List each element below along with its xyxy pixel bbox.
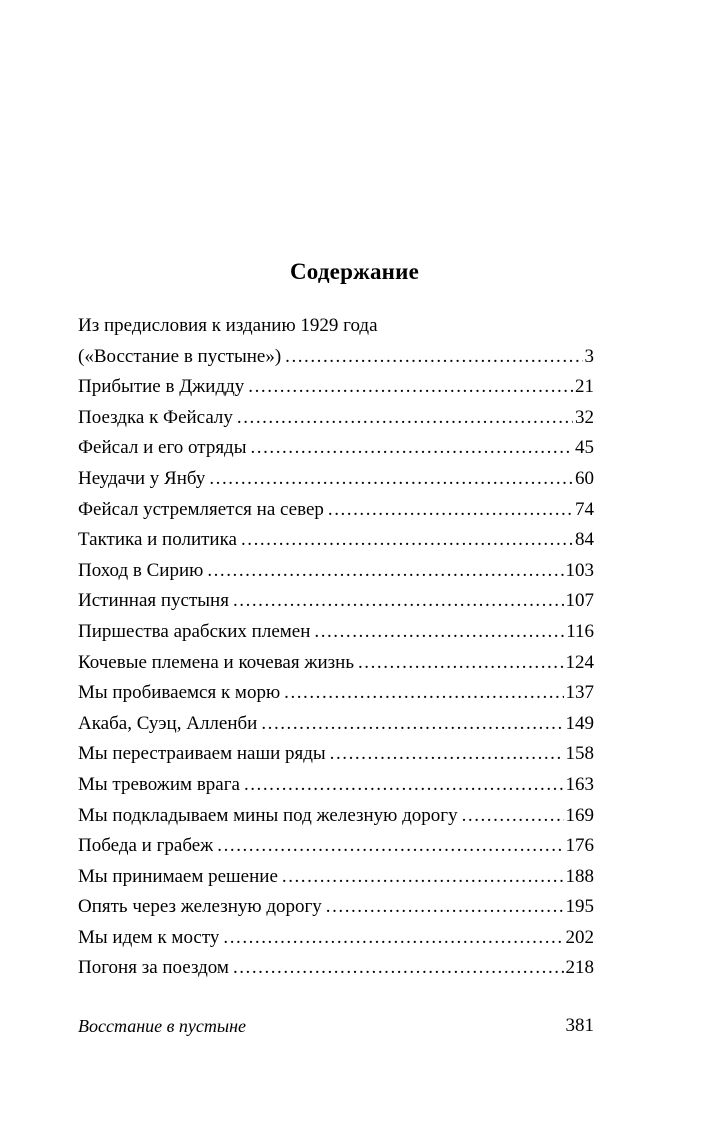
page-title: Содержание bbox=[290, 259, 419, 284]
dot-leader bbox=[326, 892, 564, 923]
toc-entry bbox=[78, 617, 594, 648]
toc-entry bbox=[78, 648, 594, 679]
dot-leader bbox=[462, 801, 564, 832]
toc-entry bbox=[78, 953, 594, 984]
toc-entry bbox=[78, 739, 594, 770]
toc-entry-title: Мы принимаем решение bbox=[78, 865, 278, 887]
toc-entry-title: Победа и грабеж bbox=[78, 835, 214, 857]
dot-leader bbox=[328, 495, 573, 526]
page-number: 381 bbox=[565, 1015, 594, 1036]
toc-entry bbox=[78, 372, 594, 403]
toc-entry bbox=[78, 433, 594, 464]
toc-entry-title: Пиршества арабских племен bbox=[78, 620, 311, 642]
toc-entry-title: Фейсал и его отряды bbox=[78, 437, 247, 459]
toc-entry bbox=[78, 342, 594, 373]
toc-entry-title: Мы тревожим врага bbox=[78, 773, 240, 795]
toc-entry-page: 137 bbox=[565, 682, 594, 704]
dot-leader bbox=[233, 953, 564, 984]
toc-entry-title: Кочевые племена и кочевая жизнь bbox=[78, 651, 354, 673]
toc-entry-page: 74 bbox=[575, 498, 594, 520]
dot-leader bbox=[314, 617, 564, 648]
toc-entry-page: 195 bbox=[565, 896, 594, 918]
toc-entry bbox=[78, 709, 594, 740]
toc-entry-page: 169 bbox=[565, 804, 594, 826]
toc-entry bbox=[78, 464, 594, 495]
toc-entry-page: 32 bbox=[575, 406, 594, 428]
dot-leader bbox=[209, 464, 573, 495]
toc-entry-title: Мы перестраиваем наши ряды bbox=[78, 743, 326, 765]
dot-leader bbox=[330, 739, 564, 770]
toc-entry-title: Мы идем к мосту bbox=[78, 926, 220, 948]
dot-leader bbox=[358, 648, 564, 679]
toc-entry bbox=[78, 862, 594, 893]
dot-leader bbox=[241, 525, 573, 556]
toc-entry-page: 45 bbox=[575, 437, 594, 459]
toc-entry bbox=[78, 892, 594, 923]
dot-leader bbox=[284, 678, 563, 709]
toc-entry-page: 116 bbox=[566, 620, 594, 642]
toc-entry-first-line bbox=[78, 311, 594, 342]
dot-leader bbox=[282, 862, 564, 893]
dot-leader bbox=[261, 709, 563, 740]
dot-leader bbox=[285, 342, 582, 373]
toc-entry-page: 176 bbox=[565, 835, 594, 857]
toc-entry-page: 21 bbox=[575, 376, 594, 398]
toc-entry-title: Опять через железную дорогу bbox=[78, 896, 322, 918]
toc-entry bbox=[78, 923, 594, 954]
toc-entry-page: 124 bbox=[565, 651, 594, 673]
toc-entry bbox=[78, 586, 594, 617]
toc-entry-title: Фейсал устремляется на север bbox=[78, 498, 324, 520]
toc-entry-page: 84 bbox=[575, 529, 594, 551]
dot-leader bbox=[244, 770, 564, 801]
dot-leader bbox=[248, 372, 573, 403]
toc-entry-page: 149 bbox=[565, 712, 594, 734]
dot-leader bbox=[251, 433, 574, 464]
dot-leader bbox=[223, 923, 563, 954]
dot-leader bbox=[233, 586, 564, 617]
toc-entry-title-continued: («Восстание в пустыне») bbox=[78, 345, 282, 367]
toc-entry-title: Прибытие в Джидду bbox=[78, 376, 245, 398]
toc-entry bbox=[78, 495, 594, 526]
toc-entry-title: Мы подкладываем мины под железную дорогу bbox=[78, 804, 458, 826]
running-footer-title: Восстание в пустыне bbox=[78, 1016, 247, 1036]
toc-entry-page: 103 bbox=[565, 559, 594, 581]
toc-entry-title: Мы пробиваемся к морю bbox=[78, 682, 281, 704]
toc-entry-title: Истинная пустыня bbox=[78, 590, 229, 612]
toc-entry-title: Поездка к Фейсалу bbox=[78, 406, 233, 428]
toc-entry-page: 188 bbox=[565, 865, 594, 887]
toc-entry-title: Акаба, Суэц, Алленби bbox=[78, 712, 258, 734]
dot-leader bbox=[217, 831, 563, 862]
toc-entry-page: 3 bbox=[584, 345, 594, 367]
toc-entry bbox=[78, 770, 594, 801]
toc-entry bbox=[78, 801, 594, 832]
table-of-contents bbox=[78, 311, 594, 984]
toc-entry bbox=[78, 678, 594, 709]
toc-entry bbox=[78, 525, 594, 556]
toc-entry-page: 107 bbox=[565, 590, 594, 612]
toc-entry-title: Тактика и политика bbox=[78, 529, 237, 551]
dot-leader bbox=[207, 556, 563, 587]
toc-entry bbox=[78, 831, 594, 862]
dot-leader bbox=[237, 403, 573, 434]
toc-entry-title: Поход в Сирию bbox=[78, 559, 204, 581]
toc-entry-page: 158 bbox=[565, 743, 594, 765]
toc-entry-page: 163 bbox=[565, 773, 594, 795]
toc-entry-title: Неудачи у Янбу bbox=[78, 467, 206, 489]
toc-entry bbox=[78, 556, 594, 587]
toc-entry-page: 60 bbox=[575, 467, 594, 489]
toc-entry bbox=[78, 403, 594, 434]
toc-entry-page: 218 bbox=[565, 957, 594, 979]
toc-entry-page: 202 bbox=[565, 926, 594, 948]
toc-entry-title: Из предисловия к изданию 1929 года bbox=[78, 315, 378, 336]
page-footer bbox=[78, 1011, 594, 1041]
toc-entry-title: Погоня за поездом bbox=[78, 957, 229, 979]
